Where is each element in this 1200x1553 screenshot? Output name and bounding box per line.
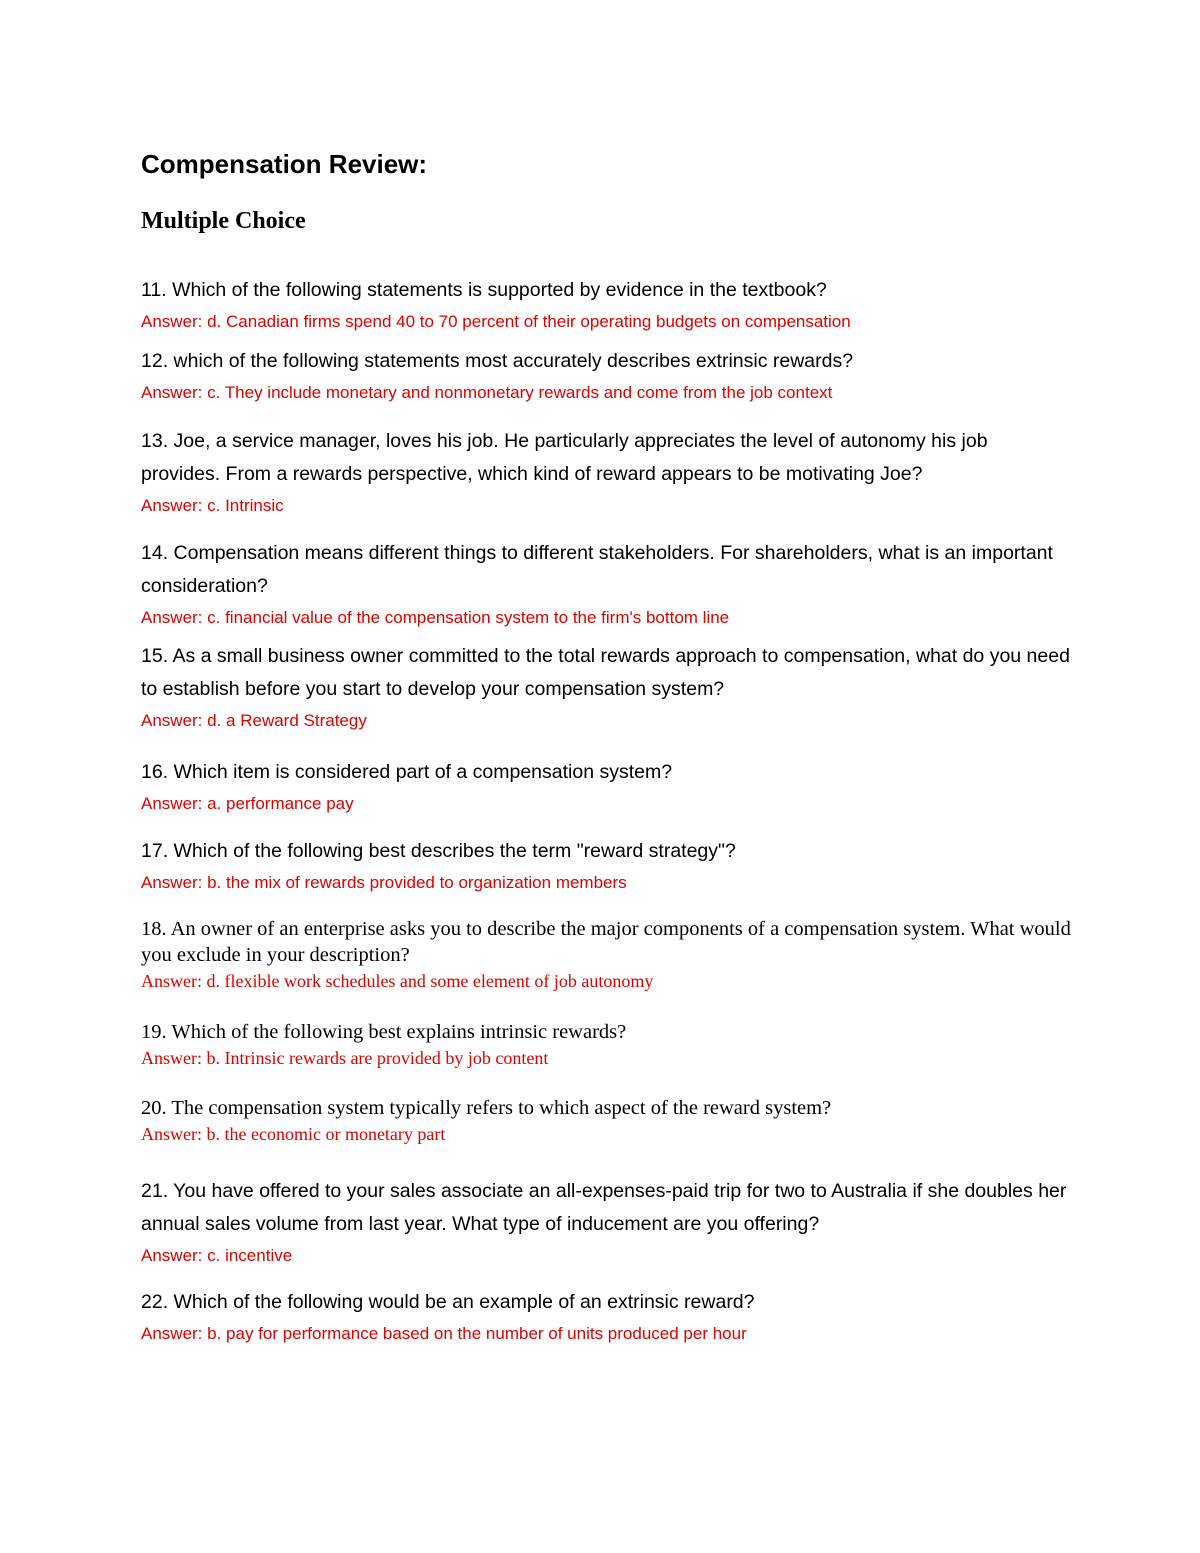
question-text: 11. Which of the following statements is supported by evidence in the textbook?: [141, 279, 827, 301]
question-item: [141, 640, 1071, 736]
question-item: [141, 835, 1071, 898]
answer-text: Answer: a. performance pay: [141, 794, 354, 813]
question-text: 15. As a small business owner committed to the total rewards approach to compensation, what do you need to establish before you start to develop your compensation system?: [141, 645, 1070, 700]
answer-text: Answer: c. Intrinsic: [141, 496, 284, 515]
answer-text: Answer: c. They include monetary and nonmonetary rewards and come from the job context: [141, 383, 833, 402]
question-text: 12. which of the following statements most accurately describes extrinsic rewards?: [141, 350, 854, 372]
question-item: [141, 274, 1071, 337]
question-text: 18. An owner of an enterprise asks you to describe the major components of a compensation system. What would you exclude in your description?: [141, 918, 1071, 966]
question-item: [141, 756, 1071, 819]
answer-text: Answer: b. Intrinsic rewards are provided by job content: [141, 1048, 549, 1068]
question-text: 14. Compensation means different things to different stakeholders. For shareholders, what is an important consideration?: [141, 542, 1053, 597]
question-text: 22. Which of the following would be an example of an extrinsic reward?: [141, 1291, 755, 1313]
question-item: [141, 1095, 1071, 1147]
answer-text: Answer: d. Canadian firms spend 40 to 70 percent of their operating budgets on compensation: [141, 312, 851, 331]
question-item: [141, 1286, 1071, 1349]
answer-text: Answer: c. incentive: [141, 1246, 293, 1265]
answer-text: Answer: b. the economic or monetary part: [141, 1124, 446, 1144]
document-title: Compensation Review:: [141, 149, 428, 179]
question-text: 20. The compensation system typically refers to which aspect of the reward system?: [141, 1097, 832, 1119]
answer-text: Answer: d. flexible work schedules and some element of job autonomy: [141, 971, 654, 991]
question-item: [141, 425, 1071, 521]
question-text: 16. Which item is considered part of a compensation system?: [141, 761, 673, 783]
question-text: 17. Which of the following best describes the term "reward strategy"?: [141, 840, 736, 862]
answer-text: Answer: b. the mix of rewards provided to organization members: [141, 873, 627, 892]
answer-text: Answer: d. a Reward Strategy: [141, 711, 367, 730]
question-item: [141, 1019, 1071, 1071]
answer-text: Answer: b. pay for performance based on the number of units produced per hour: [141, 1324, 747, 1343]
question-item: [141, 537, 1071, 633]
question-text: 13. Joe, a service manager, loves his job. He particularly appreciates the level of autonomy his job provides. From a rewards perspective, which kind of reward appears to be motivating Joe?: [141, 430, 988, 485]
question-item: [141, 345, 1071, 408]
section-heading: Multiple Choice: [141, 208, 306, 234]
question-text: 21. You have offered to your sales associate an all-expenses-paid trip for two to Australia if she doubles her annual sales volume from last year. What type of inducement are you offering?: [141, 1180, 1067, 1235]
question-text: 19. Which of the following best explains intrinsic rewards?: [141, 1021, 627, 1043]
question-item: [141, 1175, 1071, 1271]
question-item: [141, 916, 1071, 994]
answer-text: Answer: c. financial value of the compensation system to the firm's bottom line: [141, 608, 730, 627]
